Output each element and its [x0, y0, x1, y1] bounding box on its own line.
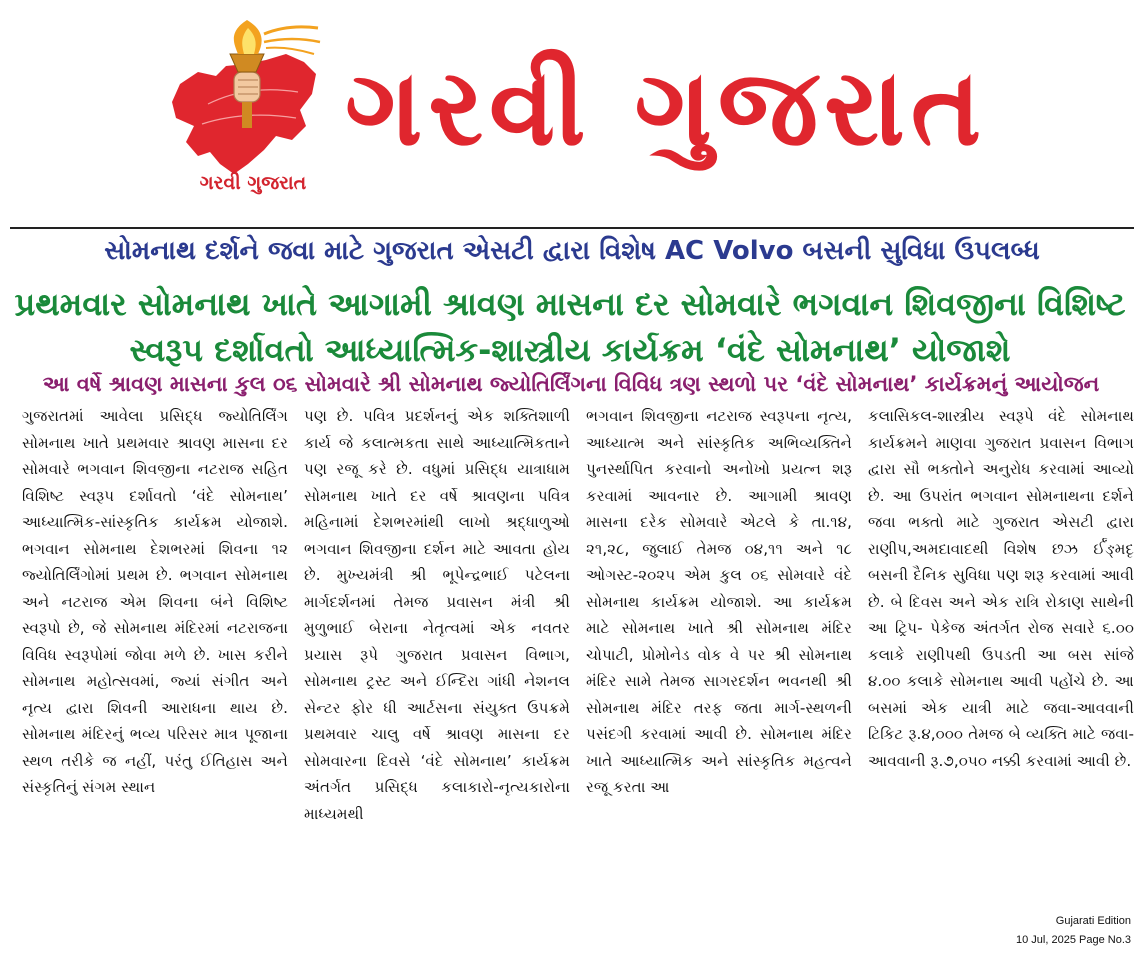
header-divider	[10, 227, 1134, 229]
date-page-label: 10 Jul, 2025 Page No.3	[1016, 934, 1131, 946]
logo-caption: ગરવી ગુજરાત	[199, 172, 307, 194]
article-body	[22, 403, 1134, 903]
article-column-1: ગુજરાતમાં આવેલા પ્રસિદ્ધ જ્યોતિર્લિંગ સોમનાથ ખાતે પ્રથમવાર શ્રાવણ માસના દર સોમવારે ભગવાન શિવજીના નટરાજ સહિત વિશિષ્ટ સ્વરૂપ દર્શાવતો ‘વંદે સોમનાથ’ આધ્યાત્મિક-સાંસ્કૃતિક કાર્યક્રમ યોજાશે. ભગવાન સોમનાથ દેશભરમાં શિવના ૧૨ જ્યોતિર્લિંગોમાં પ્રથમ છે. ભગવાન સોમનાથ અને નટરાજ એમ શિવના બંને વિશિષ્ટ સ્વરૂપો છે, જે સોમનાથ મંદિરમાં નટરાજના વિવિધ સ્વરૂપોમાં જોવા મળે છે. ખાસ કરીને સોમનાથ મહોત્સવમાં, જ્યાં સંગીત અને નૃત્ય દ્વારા શિવની આરાધના થાય છે. સોમનાથ મંદિરનું ભવ્ય પરિસર માત્ર પૂજાના સ્થળ તરીકે જ નહીં, પરંતુ ઈતિહાસ અને સંસ્કૃતિનું સંગમ સ્થાન	[22, 407, 288, 796]
torch-gujarat-map-icon	[168, 14, 328, 184]
newspaper-title: ગરવી ગુજરાત	[345, 46, 988, 169]
article-column-4: કલાસિકલ-શાસ્ત્રીય સ્વરૂપે વંદે સોમનાથ કાર્યક્રમને માણવા ગુજરાત પ્રવાસન વિભાગ દ્વારા સૌ ભક્તોને અનુરોધ કરવામાં આવ્યો છે. આ ઉપરાંત ભગવાન સોમનાથના દર્શને જવા ભક્તો માટે ગુજરાત એસટી દ્વારા રાણીપ,અમદાવાદથી વિશેષ છઝ ર્ઈંઙ્મદૃ બસની દૈનિક સુવિધા પણ શરૂ કરવામાં આવી છે. બે દિવસ અને એક રાત્રિ રોકાણ સાથેની આ ટ્રિપ- પેકેજ અંતર્ગત રોજ સવારે ૬.૦૦ કલાકે રાણીપથી ઉપડતી આ બસ સાંજે ૪.૦૦ કલાકે સોમનાથ આવી પહોંચે છે. આ બસમાં એક યાત્રી માટે જવા-આવવાની ટિકિટ રૂ.૪,૦૦૦ તેમજ બે વ્યક્તિ માટે જવા-આવવાની રૂ.૭,૦૫૦ નક્કી કરવામાં આવી છે.	[868, 403, 1134, 903]
edition-label: Gujarati Edition	[1055, 915, 1131, 927]
kicker-headline: સોમનાથ દર્શને જવા માટે ગુજરાત એસટી દ્વારા વિશેષ AC Volvo બસની સુવિધા ઉપલબ્ધ	[104, 236, 1040, 266]
article-column-3: ભગવાન શિવજીના નટરાજ સ્વરૂપના નૃત્ય, આધ્યાત્મ અને સાંસ્કૃતિક અભિવ્યક્તિને પુનર્સ્થાપિત કરવાનો અનોખો પ્રયત્ન શરૂ કરવામાં આવનાર છે. આગામી શ્રાવણ માસના દરેક સોમવારે એટલે કે તા.૧૪, ૨૧,૨૮, જુલાઈ તેમજ ૦૪,૧૧ અને ૧૮ ઓગસ્ટ-૨૦૨૫ એમ કુલ ૦૬ સોમવારે વંદે સોમનાથ કાર્યક્રમ યોજાશે. આ કાર્યક્રમ માટે સોમનાથ ખાતે શ્રી સોમનાથ મંદિર ચોપાટી, પ્રોમોનેડ વોક વે પર શ્રી સોમનાથ મંદિર સામે તેમજ સાગરદર્શન ભવનથી શ્રી સોમનાથ મંદિર તરફ જતા માર્ગ-સ્થળની પસંદગી કરવામાં આવી છે. સોમનાથ મંદિર ખાતે આધ્યાત્મિક અને સાંસ્કૃતિક મહત્વને રજૂ કરતા આ	[586, 403, 852, 903]
article-column-2: પણ છે. પવિત્ર પ્રદર્શનનું એક શક્તિશાળી કાર્ય જે કલાત્મકતા સાથે આધ્યાત્મિકતાને પણ રજૂ કરે છે. વધુમાં પ્રસિદ્ધ યાત્રાધામ સોમનાથ ખાતે દર વર્ષે શ્રાવણના પવિત્ર મહિનામાં દેશભરમાંથી લાખો શ્રદ્ધાળુઓ ભગવાન શિવજીના દર્શન માટે આવતા હોય છે. મુખ્યમંત્રી શ્રી ભૂપેન્દ્રભાઈ પટેલના માર્ગદર્શનમાં તેમજ પ્રવાસન મંત્રી શ્રી મુળુભાઈ બેરાના નેતૃત્વમાં એક નવતર પ્રયાસ રૂપે ગુજરાત પ્રવાસન વિભાગ, સોમનાથ ટ્રસ્ટ અને ઈન્દિરા ગાંધી નેશનલ સેન્ટર ફોર ધી આર્ટસના સંયુક્ત ઉપક્રમે પ્રથમવાર ચાલુ વર્ષે શ્રાવણ માસના દર સોમવારના દિવસે ‘વંદે સોમનાથ’ કાર્યક્રમ અંતર્ગત પ્રસિદ્ધ કલાકારો-નૃત્યકારોના માધ્યમથી	[304, 403, 570, 903]
sub-headline: આ વર્ષે શ્રાવણ માસના કુલ ૦૬ સોમવારે શ્રી સોમનાથ જ્યોતિર્લિંગના વિવિધ ત્રણ સ્થળો પર ‘વંદે સોમનાથ’ કાર્યક્રમનું આયોજન	[42, 372, 1100, 396]
masthead	[0, 0, 1139, 225]
main-headline: પ્રથમવાર સોમનાથ ખાતે આગામી શ્રાવણ માસના દર સોમવારે ભગવાન શિવજીના વિશિષ્ટ સ્વરૂપ દર્શાવતો આધ્યાત્મિક-શાસ્ત્રીય કાર્યક્રમ ‘વંદે સોમનાથ’ યોજાશે	[14, 285, 1126, 369]
edition-info	[1016, 912, 1131, 950]
